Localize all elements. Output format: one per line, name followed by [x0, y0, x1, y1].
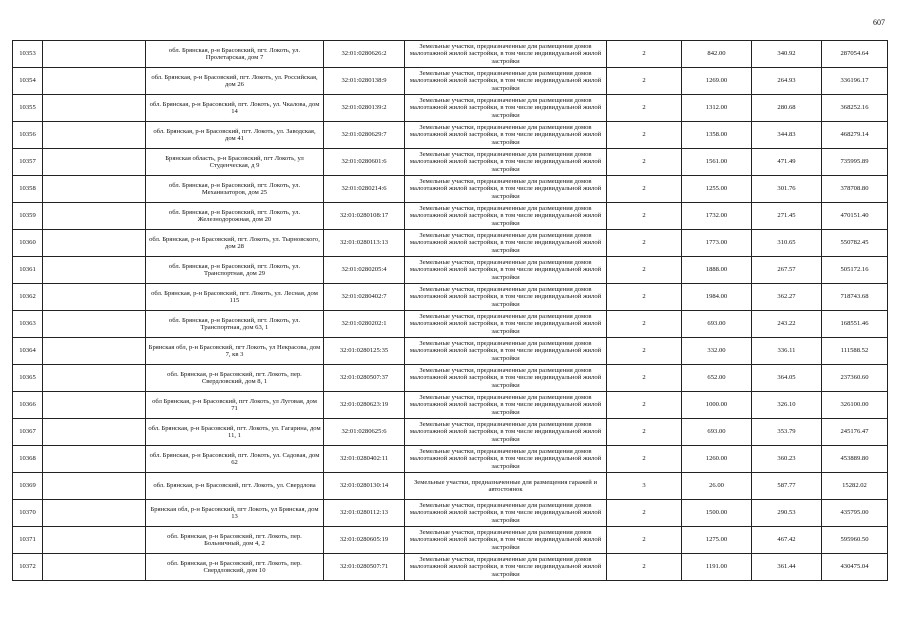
area-cell: 1358.00 — [682, 122, 752, 149]
cadastral-number-cell: 32:01:0280601:6 — [324, 149, 405, 176]
group-cell: 2 — [607, 95, 682, 122]
cadastral-number-cell: 32:01:0280205:4 — [324, 257, 405, 284]
land-use-cell: Земельные участки, предназначенные для размещения домов малоэтажной жилой застройки, в том числе индивидуальной жилой застройки — [405, 419, 607, 446]
cadastral-value-cell: 378708.80 — [822, 176, 888, 203]
row-number: 10359 — [13, 203, 43, 230]
rate-cell: 361.44 — [752, 554, 822, 581]
area-cell: 693.00 — [682, 419, 752, 446]
area-cell: 1312.00 — [682, 95, 752, 122]
rate-cell: 362.27 — [752, 284, 822, 311]
table-row — [13, 122, 888, 149]
cadastral-value-cell: 470151.40 — [822, 203, 888, 230]
area-cell: 1260.00 — [682, 446, 752, 473]
group-cell: 2 — [607, 527, 682, 554]
empty-cell — [43, 41, 146, 68]
area-cell: 332.00 — [682, 338, 752, 365]
row-number: 10368 — [13, 446, 43, 473]
empty-cell — [43, 338, 146, 365]
row-number: 10356 — [13, 122, 43, 149]
rate-cell: 310.65 — [752, 230, 822, 257]
address-cell: обл. Брянская, р-н Брасовский, пгт. Локоть, ул. Чкалова, дом 14 — [146, 95, 324, 122]
address-cell: Брянская область, р-н Брасовский, пгт Локоть, ул Студенческая, д 9 — [146, 149, 324, 176]
cadastral-value-cell: 718743.68 — [822, 284, 888, 311]
table-row — [13, 284, 888, 311]
area-cell: 1561.00 — [682, 149, 752, 176]
rate-cell: 353.79 — [752, 419, 822, 446]
area-cell: 26.00 — [682, 473, 752, 500]
cadastral-value-cell: 735995.89 — [822, 149, 888, 176]
address-cell: обл. Брянская, р-н Брасовский, пгт. Локоть, ул. Гагарина, дом 11, 1 — [146, 419, 324, 446]
row-number: 10354 — [13, 68, 43, 95]
group-cell: 2 — [607, 149, 682, 176]
row-number: 10357 — [13, 149, 43, 176]
cadastral-value-cell: 435795.00 — [822, 500, 888, 527]
row-number: 10371 — [13, 527, 43, 554]
empty-cell — [43, 68, 146, 95]
cadastral-value-cell: 368252.16 — [822, 95, 888, 122]
rate-cell: 264.93 — [752, 68, 822, 95]
cadastral-number-cell: 32:01:0280112:13 — [324, 500, 405, 527]
empty-cell — [43, 473, 146, 500]
group-cell: 3 — [607, 473, 682, 500]
address-cell: обл. Брянская, р-н Брасовский, пгт. Локоть, пер. Больничный, дом 4, 2 — [146, 527, 324, 554]
group-cell: 2 — [607, 41, 682, 68]
rate-cell: 336.11 — [752, 338, 822, 365]
address-cell: обл. Брянская, р-н Брасовский, пгт. Локоть, ул. Железнодорожная, дом 20 — [146, 203, 324, 230]
table-row — [13, 392, 888, 419]
cadastral-value-cell: 111588.52 — [822, 338, 888, 365]
cadastral-number-cell: 32:01:0280623:19 — [324, 392, 405, 419]
group-cell: 2 — [607, 419, 682, 446]
address-cell: Брянская обл, р-н Брасовский, пгт Локоть, ул Брянская, дом 13 — [146, 500, 324, 527]
area-cell: 1000.00 — [682, 392, 752, 419]
area-cell: 1275.00 — [682, 527, 752, 554]
land-use-cell: Земельные участки, предназначенные для размещения домов малоэтажной жилой застройки, в том числе индивидуальной жилой застройки — [405, 311, 607, 338]
cadastral-number-cell: 32:01:0280629:7 — [324, 122, 405, 149]
address-cell: обл. Брянская, р-н Брасовский, пгт. Локоть, ул. Пролетарская, дом 7 — [146, 41, 324, 68]
land-use-cell: Земельные участки, предназначенные для размещения домов малоэтажной жилой застройки, в том числе индивидуальной жилой застройки — [405, 527, 607, 554]
group-cell: 2 — [607, 68, 682, 95]
group-cell: 2 — [607, 311, 682, 338]
cadastral-number-cell: 32:01:0280507:71 — [324, 554, 405, 581]
rate-cell: 340.92 — [752, 41, 822, 68]
address-cell: обл. Брянская, р-н Брасовский, пгт. Локоть, ул. Лесная, дом 115 — [146, 284, 324, 311]
area-cell: 1732.00 — [682, 203, 752, 230]
cadastral-value-cell: 453889.80 — [822, 446, 888, 473]
row-number: 10363 — [13, 311, 43, 338]
cadastral-value-cell: 168551.46 — [822, 311, 888, 338]
cadastral-number-cell: 32:01:0280626:2 — [324, 41, 405, 68]
table-row — [13, 257, 888, 284]
cadastral-value-cell: 550782.45 — [822, 230, 888, 257]
area-cell: 1191.00 — [682, 554, 752, 581]
empty-cell — [43, 284, 146, 311]
table-row — [13, 365, 888, 392]
table-row — [13, 554, 888, 581]
land-use-cell: Земельные участки, предназначенные для размещения домов малоэтажной жилой застройки, в том числе индивидуальной жилой застройки — [405, 122, 607, 149]
cadastral-number-cell: 32:01:0280402:7 — [324, 284, 405, 311]
land-use-cell: Земельные участки, предназначенные для размещения домов малоэтажной жилой застройки, в том числе индивидуальной жилой застройки — [405, 176, 607, 203]
empty-cell — [43, 203, 146, 230]
cadastral-number-cell: 32:01:0280402:11 — [324, 446, 405, 473]
empty-cell — [43, 122, 146, 149]
address-cell: обл. Брянская, р-н Брасовский, пгт. Локоть, ул. Заводская, дом 41 — [146, 122, 324, 149]
group-cell: 2 — [607, 500, 682, 527]
group-cell: 2 — [607, 230, 682, 257]
cadastral-value-cell: 287054.64 — [822, 41, 888, 68]
table-row — [13, 230, 888, 257]
land-use-cell: Земельные участки, предназначенные для размещения домов малоэтажной жилой застройки, в том числе индивидуальной жилой застройки — [405, 554, 607, 581]
empty-cell — [43, 365, 146, 392]
rate-cell: 326.10 — [752, 392, 822, 419]
rate-cell: 280.68 — [752, 95, 822, 122]
cadastral-number-cell: 32:01:0280130:14 — [324, 473, 405, 500]
area-cell: 1269.00 — [682, 68, 752, 95]
empty-cell — [43, 419, 146, 446]
address-cell: обл. Брянская, р-н Брасовский, пгт. Локоть, пер. Свердловский, дом 8, 1 — [146, 365, 324, 392]
cadastral-number-cell: 32:01:0280138:9 — [324, 68, 405, 95]
cadastral-value-cell: 595960.50 — [822, 527, 888, 554]
group-cell: 2 — [607, 554, 682, 581]
row-number: 10369 — [13, 473, 43, 500]
row-number: 10372 — [13, 554, 43, 581]
table-row — [13, 149, 888, 176]
area-cell: 842.00 — [682, 41, 752, 68]
address-cell: Брянская обл, р-н Брасовский, пгт Локоть, ул Некрасова, дом 7, кв 3 — [146, 338, 324, 365]
row-number: 10370 — [13, 500, 43, 527]
land-use-cell: Земельные участки, предназначенные для размещения домов малоэтажной жилой застройки, в том числе индивидуальной жилой застройки — [405, 257, 607, 284]
cadastral-value-cell: 505172.16 — [822, 257, 888, 284]
row-number: 10367 — [13, 419, 43, 446]
row-number: 10365 — [13, 365, 43, 392]
rate-cell: 267.57 — [752, 257, 822, 284]
area-cell: 693.00 — [682, 311, 752, 338]
group-cell: 2 — [607, 365, 682, 392]
rate-cell: 471.49 — [752, 149, 822, 176]
cadastral-number-cell: 32:01:0280125:35 — [324, 338, 405, 365]
cadastral-number-cell: 32:01:0280202:1 — [324, 311, 405, 338]
row-number: 10355 — [13, 95, 43, 122]
cadastral-number-cell: 32:01:0280605:19 — [324, 527, 405, 554]
empty-cell — [43, 527, 146, 554]
row-number: 10361 — [13, 257, 43, 284]
group-cell: 2 — [607, 122, 682, 149]
table-row — [13, 446, 888, 473]
rate-cell: 301.76 — [752, 176, 822, 203]
table-row — [13, 176, 888, 203]
empty-cell — [43, 500, 146, 527]
cadastral-number-cell: 32:01:0280108:17 — [324, 203, 405, 230]
row-number: 10360 — [13, 230, 43, 257]
rate-cell: 364.05 — [752, 365, 822, 392]
land-use-cell: Земельные участки, предназначенные для размещения домов малоэтажной жилой застройки, в том числе индивидуальной жилой застройки — [405, 149, 607, 176]
group-cell: 2 — [607, 257, 682, 284]
rate-cell: 587.77 — [752, 473, 822, 500]
land-use-cell: Земельные участки, предназначенные для размещения гаражей и автостоянок — [405, 473, 607, 500]
row-number: 10353 — [13, 41, 43, 68]
group-cell: 2 — [607, 284, 682, 311]
group-cell: 2 — [607, 446, 682, 473]
address-cell: обл. Брянская, р-н Брасовский, пгт. Локоть, ул. Транспортная, дом 63, 1 — [146, 311, 324, 338]
land-use-cell: Земельные участки, предназначенные для размещения домов малоэтажной жилой застройки, в том числе индивидуальной жилой застройки — [405, 392, 607, 419]
empty-cell — [43, 554, 146, 581]
empty-cell — [43, 311, 146, 338]
empty-cell — [43, 257, 146, 284]
empty-cell — [43, 446, 146, 473]
page-number: 607 — [873, 18, 885, 27]
group-cell: 2 — [607, 176, 682, 203]
cadastral-value-cell: 15282.02 — [822, 473, 888, 500]
cadastral-value-cell: 336196.17 — [822, 68, 888, 95]
empty-cell — [43, 230, 146, 257]
table-row — [13, 527, 888, 554]
address-cell: обл Брянская, р-н Брасовский, пгт Локоть, ул Луговая, дом 71 — [146, 392, 324, 419]
table-row — [13, 311, 888, 338]
address-cell: обл. Брянская, р-н Брасовский, пгт. Локоть, ул. Транспортная, дом 29 — [146, 257, 324, 284]
address-cell: обл. Брянская, р-н Брасовский, пгт. Локоть, ул. Садовая, дом 62 — [146, 446, 324, 473]
group-cell: 2 — [607, 392, 682, 419]
group-cell: 2 — [607, 338, 682, 365]
land-use-cell: Земельные участки, предназначенные для размещения домов малоэтажной жилой застройки, в том числе индивидуальной жилой застройки — [405, 203, 607, 230]
table-row — [13, 41, 888, 68]
cadastral-number-cell: 32:01:0280113:13 — [324, 230, 405, 257]
table-row — [13, 203, 888, 230]
area-cell: 1773.00 — [682, 230, 752, 257]
land-use-cell: Земельные участки, предназначенные для размещения домов малоэтажной жилой застройки, в том числе индивидуальной жилой застройки — [405, 446, 607, 473]
empty-cell — [43, 176, 146, 203]
group-cell: 2 — [607, 203, 682, 230]
rate-cell: 467.42 — [752, 527, 822, 554]
rate-cell: 360.23 — [752, 446, 822, 473]
area-cell: 1255.00 — [682, 176, 752, 203]
table-row — [13, 68, 888, 95]
land-registry-table — [12, 40, 888, 581]
area-cell: 1984.00 — [682, 284, 752, 311]
land-use-cell: Земельные участки, предназначенные для размещения домов малоэтажной жилой застройки, в том числе индивидуальной жилой застройки — [405, 230, 607, 257]
land-use-cell: Земельные участки, предназначенные для размещения домов малоэтажной жилой застройки, в том числе индивидуальной жилой застройки — [405, 500, 607, 527]
land-use-cell: Земельные участки, предназначенные для размещения домов малоэтажной жилой застройки, в том числе индивидуальной жилой застройки — [405, 41, 607, 68]
area-cell: 652.00 — [682, 365, 752, 392]
row-number: 10362 — [13, 284, 43, 311]
row-number: 10358 — [13, 176, 43, 203]
cadastral-value-cell: 245176.47 — [822, 419, 888, 446]
table-row — [13, 95, 888, 122]
row-number: 10364 — [13, 338, 43, 365]
cadastral-number-cell: 32:01:0280214:6 — [324, 176, 405, 203]
empty-cell — [43, 95, 146, 122]
table-row — [13, 500, 888, 527]
rate-cell: 243.22 — [752, 311, 822, 338]
cadastral-number-cell: 32:01:0280625:6 — [324, 419, 405, 446]
rate-cell: 271.45 — [752, 203, 822, 230]
area-cell: 1500.00 — [682, 500, 752, 527]
cadastral-value-cell: 237360.60 — [822, 365, 888, 392]
area-cell: 1888.00 — [682, 257, 752, 284]
land-use-cell: Земельные участки, предназначенные для размещения домов малоэтажной жилой застройки, в том числе индивидуальной жилой застройки — [405, 338, 607, 365]
table-row — [13, 338, 888, 365]
address-cell: обл. Брянская, р-н Брасовский, пгт. Локоть, ул. Свердлова — [146, 473, 324, 500]
cadastral-value-cell: 326100.00 — [822, 392, 888, 419]
table-row — [13, 473, 888, 500]
land-use-cell: Земельные участки, предназначенные для размещения домов малоэтажной жилой застройки, в том числе индивидуальной жилой застройки — [405, 68, 607, 95]
empty-cell — [43, 392, 146, 419]
address-cell: обл. Брянская, р-н Брасовский, пгт. Локоть, ул. Механизаторов, дом 25 — [146, 176, 324, 203]
rate-cell: 344.83 — [752, 122, 822, 149]
cadastral-number-cell: 32:01:0280507:37 — [324, 365, 405, 392]
address-cell: обл. Брянская, р-н Брасовский, пгт. Локоть, ул. Российская, дом 26 — [146, 68, 324, 95]
land-use-cell: Земельные участки, предназначенные для размещения домов малоэтажной жилой застройки, в том числе индивидуальной жилой застройки — [405, 365, 607, 392]
cadastral-value-cell: 468279.14 — [822, 122, 888, 149]
rate-cell: 290.53 — [752, 500, 822, 527]
cadastral-number-cell: 32:01:0280139:2 — [324, 95, 405, 122]
land-use-cell: Земельные участки, предназначенные для размещения домов малоэтажной жилой застройки, в том числе индивидуальной жилой застройки — [405, 284, 607, 311]
land-use-cell: Земельные участки, предназначенные для размещения домов малоэтажной жилой застройки, в том числе индивидуальной жилой застройки — [405, 95, 607, 122]
empty-cell — [43, 149, 146, 176]
address-cell: обл. Брянская, р-н Брасовский, пгт. Локоть, ул. Тырновского, дом 28 — [146, 230, 324, 257]
row-number: 10366 — [13, 392, 43, 419]
table-row — [13, 419, 888, 446]
address-cell: обл. Брянская, р-н Брасовский, пгт. Локоть, пер. Свердловский, дом 10 — [146, 554, 324, 581]
cadastral-value-cell: 430475.04 — [822, 554, 888, 581]
